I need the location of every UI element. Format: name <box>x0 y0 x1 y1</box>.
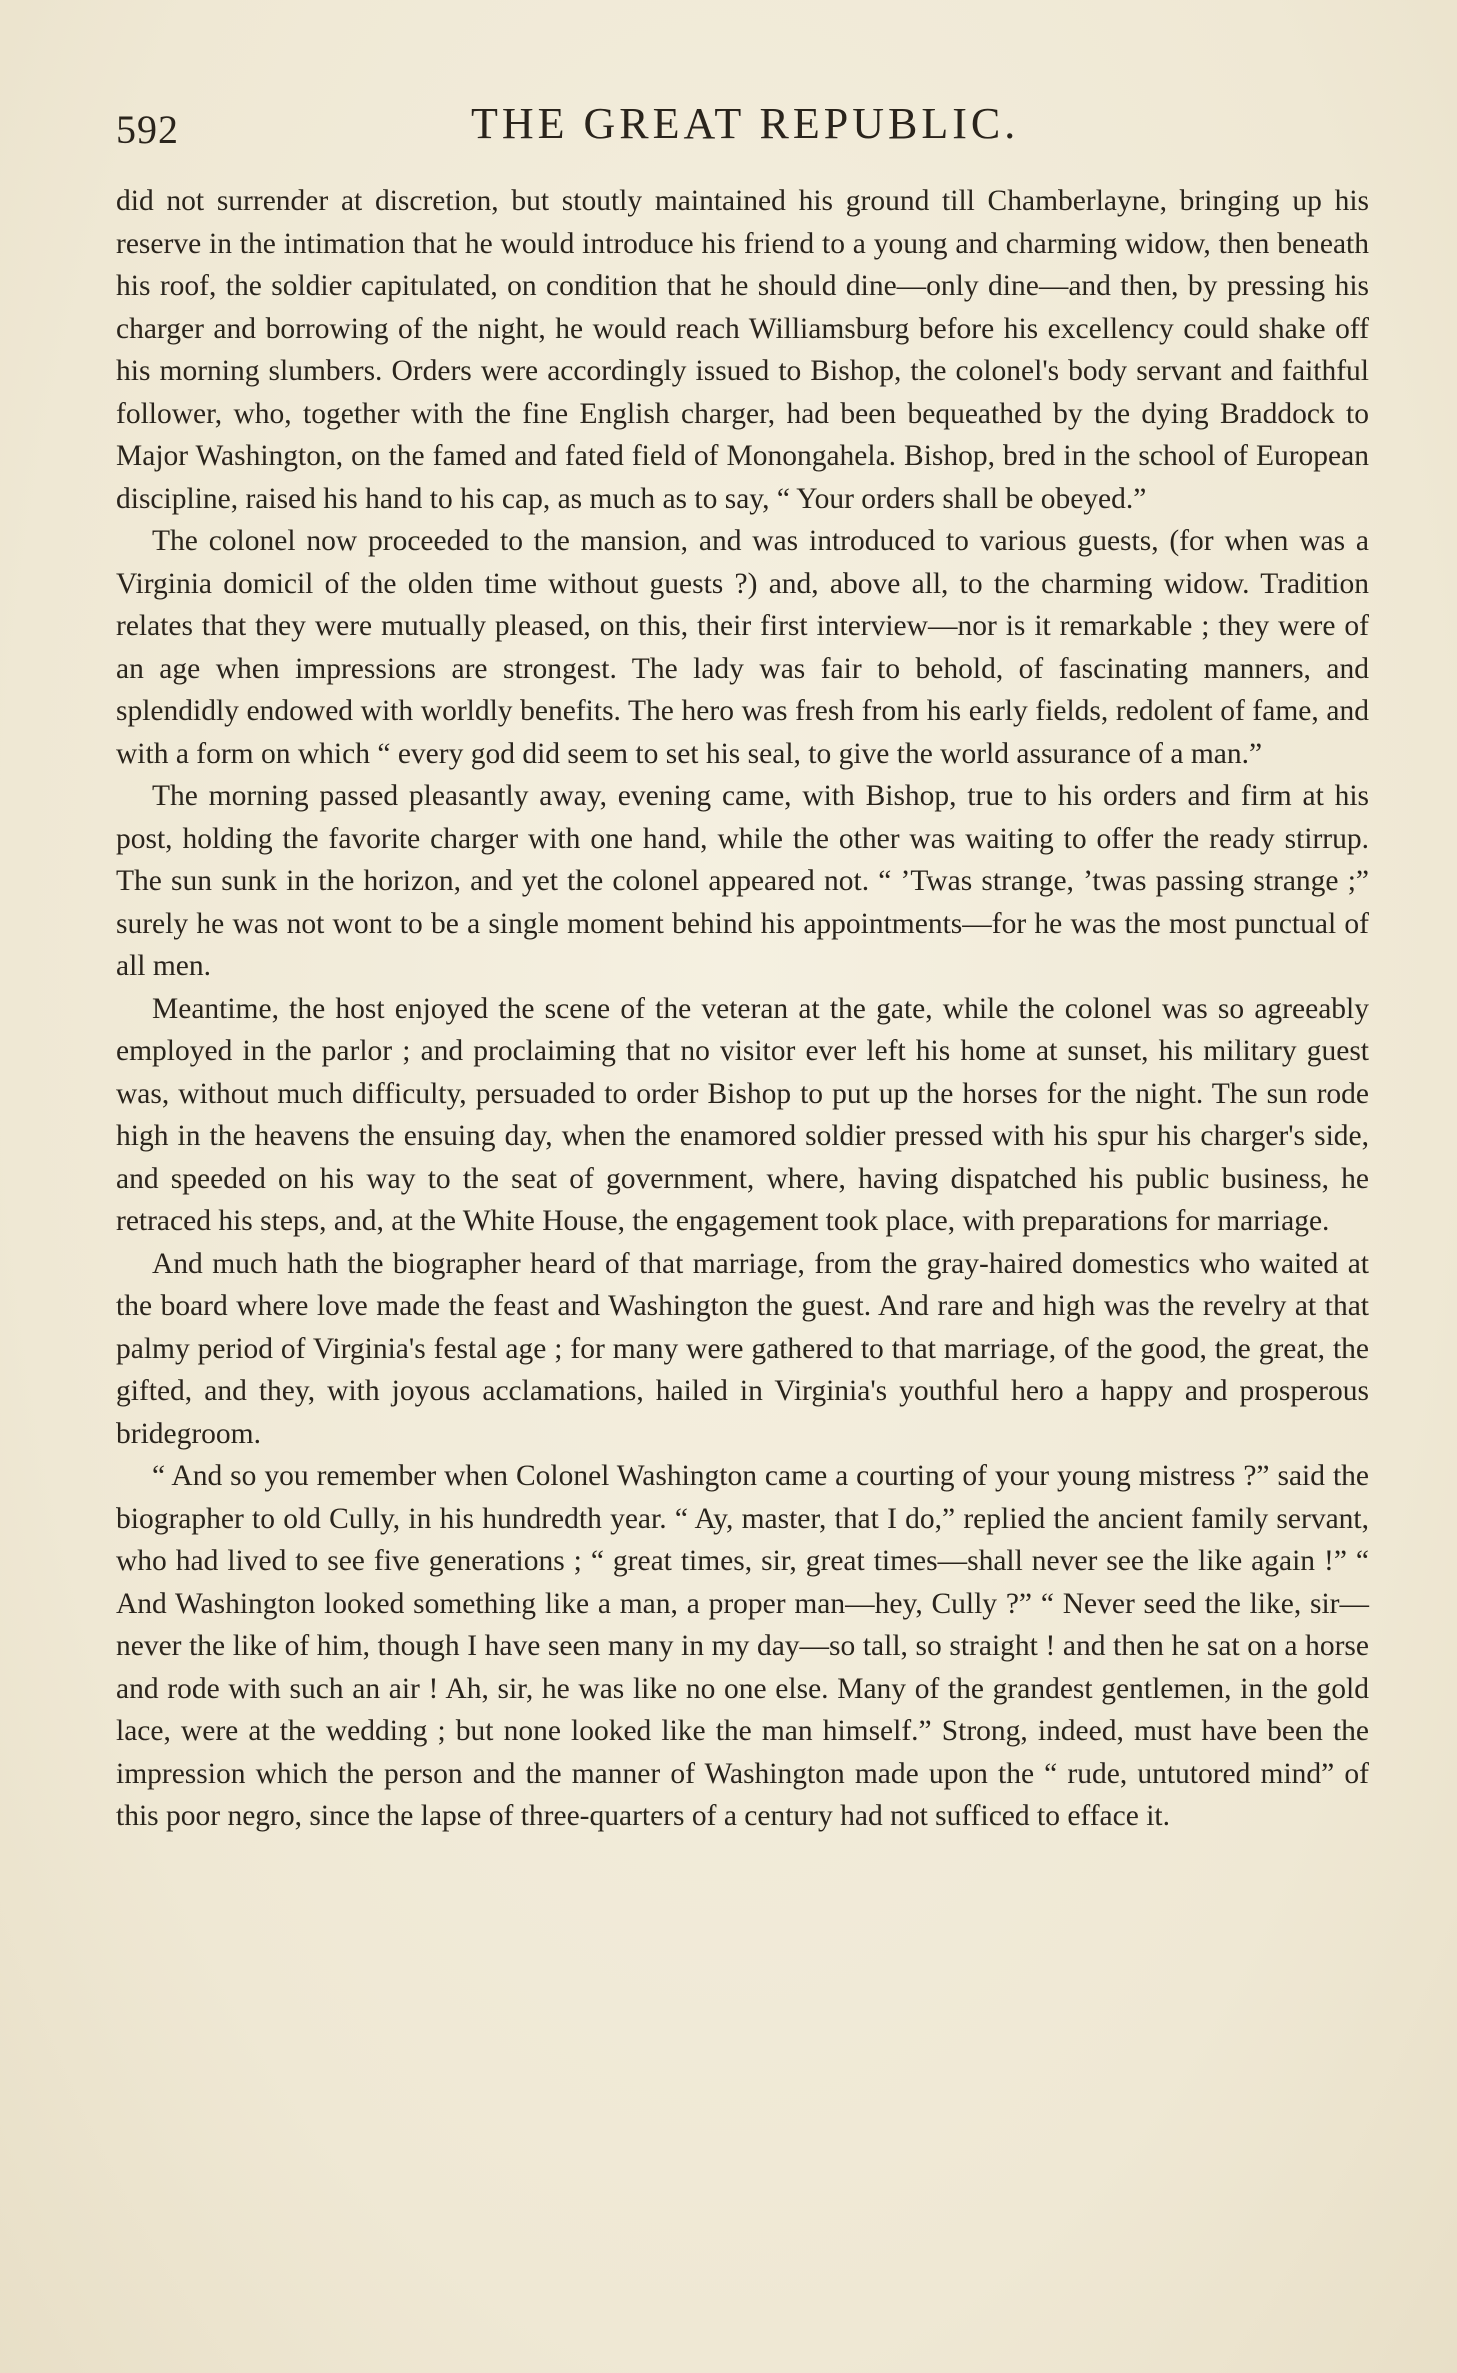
page-number: 592 <box>116 107 179 152</box>
paragraph: The morning passed pleasantly away, evening came, with Bishop, true to his orders and firm at his post, holding the favorite charger with one hand, while the other was waiting to offer the ready stirrup. The sun sunk in the horizon, and yet the colonel appeared not. “ ’Twas strange, ’twas passing strange ;” surely he was not wont to be a single moment behind his appointments—for he was the most punctual of all men. <box>116 780 1369 982</box>
paragraph: “ And so you remember when Colonel Washington came a courting of your young mistress ?” said the biographer to old Cully, in his hundredth year. “ Ay, master, that I do,” replied the ancient family servant, who had lived to see five generations ; “ great times, sir, great times—shall never see the like again !” “ And Washington looked something like a man, a proper man—hey, Cully ?” “ Never seed the like, sir—never the like of him, though I have seen many in my day—so tall, so straight ! and then he sat on a horse and rode with such an air ! Ah, sir, he was like no one else. Many of the grandest gentlemen, in the gold lace, were at the wedding ; but none looked like the man himself.” Strong, indeed, must have been the impression which the person and the manner of Washington made upon the “ rude, untutored mind” of this poor negro, since the lapse of three-quarters of a century had not sufficed to efface it. <box>116 1460 1369 1832</box>
page-header <box>116 96 1366 156</box>
paragraph: did not surrender at discretion, but stoutly maintained his ground till Chamberlayne, bringing up his reserve in the intimation that he would introduce his friend to a young and charming widow, then beneath his roof, the soldier capitulated, on condition that he should dine—only dine—and then, by pressing his charger and borrowing of the night, he would reach Williamsburg before his excellency could shake off his morning slumbers. Orders were accordingly issued to Bishop, the colonel's body servant and faithful follower, who, together with the fine English charger, had been bequeathed by the dying Braddock to Major Washington, on the famed and fated field of Monongahela. Bishop, bred in the school of European discipline, raised his hand to his cap, as much as to say, “ Your orders shall be obeyed.” <box>116 185 1369 515</box>
paragraph: Meantime, the host enjoyed the scene of the veteran at the gate, while the colonel was so agreeably employed in the parlor ; and proclaiming that no visitor ever left his home at sunset, his military guest was, without much difficulty, persuaded to order Bishop to put up the horses for the night. The sun rode high in the heavens the ensuing day, when the enamored soldier pressed with his spur his charger's side, and speeded on his way to the seat of government, where, having dispatched his public business, he retraced his steps, and, at the White House, the engagement took place, with preparations for marriage. <box>116 992 1369 1237</box>
running-title: THE GREAT REPUBLIC. <box>471 99 1020 148</box>
body-text <box>116 180 1369 1838</box>
paragraph: And much hath the biographer heard of that marriage, from the gray-haired domestics who waited at the board where love made the feast and Washington the guest. And rare and high was the revelry at that palmy period of Virginia's festal age ; for many were gathered to that marriage, of the good, the great, the gifted, and they, with joyous acclamations, hailed in Virginia's youthful hero a happy and prosperous bridegroom. <box>116 1247 1369 1450</box>
paragraph: The colonel now proceeded to the mansion, and was introduced to various guests, (for when was a Virginia domicil of the olden time without guests ?) and, above all, to the charming widow. Tradition relates that they were mutually pleased, on this, their first interview—nor is it remarkable ; they were of an age when impressions are strongest. The lady was fair to behold, of fascinating manners, and splendidly endowed with worldly benefits. The hero was fresh from his early fields, redolent of fame, and with a form on which “ every god did seem to set his seal, to give the world assurance of a man.” <box>116 525 1369 770</box>
